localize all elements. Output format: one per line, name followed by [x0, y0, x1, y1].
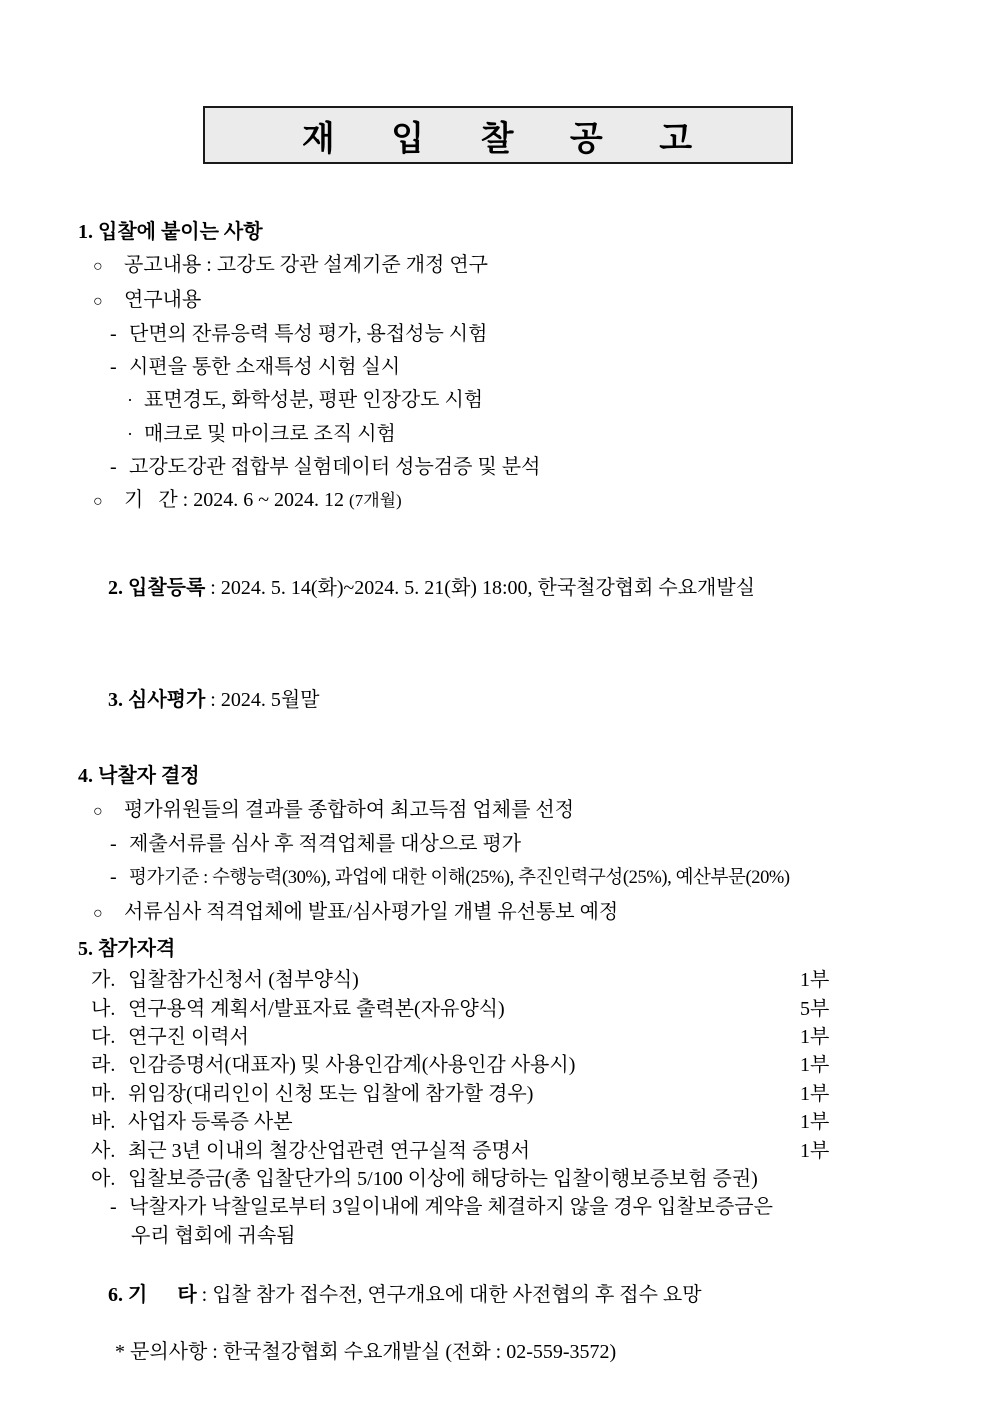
deposit-forfeit-rule: 낙찰자가 낙찰일로부터 3일이내에 계약을 체결하지 않을 경우 입찰보증금은	[129, 1196, 773, 1219]
section-2-line	[78, 539, 914, 639]
list-item	[78, 896, 914, 930]
list-item	[78, 861, 914, 895]
evaluation-date: : 2024. 5월말	[205, 688, 320, 711]
row-label: 아.	[91, 1168, 116, 1191]
list-item	[78, 318, 914, 351]
dash-bullet-icon: -	[110, 456, 117, 479]
copy-count: 5부	[800, 997, 830, 1020]
circle-bullet-icon: ○	[93, 258, 103, 276]
document-row	[78, 966, 914, 994]
list-item	[78, 384, 914, 417]
qualification-section	[78, 933, 914, 1250]
dot-bullet-icon: ·	[127, 423, 133, 444]
section-2-heading: 2. 입찰등록	[108, 576, 206, 599]
circle-bullet-icon: ○	[93, 292, 103, 310]
research-detail: 고강도강관 접합부 실험데이터 성능검증 및 분석	[129, 456, 541, 479]
row-label: 사.	[91, 1139, 116, 1162]
selection-rule: 평가위원들의 결과를 종합하여 최고득점 업체를 선정	[124, 798, 575, 821]
row-label: 나.	[91, 997, 116, 1020]
evaluation-criteria: 평가기준 : 수행능력(30%), 과업에 대한 이해(25%), 추진인력구성(25%), 예산부문(20%)	[129, 868, 790, 889]
row-label: 마.	[91, 1082, 116, 1105]
copy-count: 1부	[800, 1111, 830, 1134]
required-document: 연구용역 계획서/발표자료 출력본(자유양식)	[128, 997, 505, 1020]
dash-bullet-icon: -	[110, 866, 117, 889]
document-row	[78, 1108, 914, 1136]
list-item	[78, 451, 914, 484]
required-document: 입찰보증금(총 입찰단가의 5/100 이상에 해당하는 입찰이행보증보험 증권)	[128, 1168, 758, 1191]
section-3-heading: 3. 심사평가	[108, 688, 206, 711]
notification-rule: 서류심사 적격업체에 발표/심사평가일 개별 유선통보 예정	[124, 900, 619, 923]
misc-instruction: : 입찰 참가 접수전, 연구개요에 대한 사전협의 후 접수 요망	[196, 1283, 702, 1306]
row-label: 가.	[91, 969, 116, 992]
circle-bullet-icon: ○	[93, 493, 103, 511]
dash-bullet-icon: -	[110, 322, 117, 345]
document-row	[78, 995, 914, 1023]
research-content-label: 연구내용	[124, 288, 202, 311]
required-document: 연구진 이력서	[128, 1026, 249, 1049]
document-row	[78, 1137, 914, 1165]
required-document: 최근 3년 이내의 철강산업관련 연구실적 증명서	[128, 1139, 531, 1162]
announcement-content: 공고내용 : 고강도 강관 설계기준 개정 연구	[124, 254, 488, 277]
document-row	[78, 1051, 914, 1079]
copy-count: 1부	[800, 969, 830, 992]
document-row	[78, 1080, 914, 1108]
list-item	[78, 249, 914, 283]
circle-bullet-icon: ○	[93, 802, 103, 820]
contact-note: * 문의사항 : 한국철강협회 수요개발실 (전화 : 02-559-3572)	[115, 1341, 617, 1364]
dash-bullet-icon: -	[110, 356, 117, 379]
project-period: 기 간 : 2024. 6 ~ 2024. 12	[124, 489, 350, 512]
list-item	[78, 794, 914, 828]
document-body	[78, 216, 914, 1367]
required-document: 사업자 등록증 사본	[128, 1111, 293, 1134]
dash-bullet-icon: -	[110, 833, 117, 856]
research-detail: 시편을 통한 소재특성 시험 실시	[129, 356, 401, 379]
project-period-months: (7개월)	[349, 491, 402, 511]
spacer	[78, 639, 914, 651]
list-item	[78, 828, 914, 861]
deposit-forfeit-rule-continued: 우리 협회에 귀속됨	[131, 1224, 296, 1247]
document-row	[78, 1165, 914, 1193]
spacer	[78, 519, 914, 539]
copy-count: 1부	[800, 1082, 830, 1105]
row-label: 다.	[91, 1026, 116, 1049]
list-item	[78, 484, 914, 518]
section-6-heading: 6. 기 타	[108, 1283, 197, 1306]
document-title-box	[203, 106, 793, 164]
section-3-line	[78, 651, 914, 751]
required-document: 위임장(대리인이 신청 또는 입찰에 참가할 경우)	[128, 1082, 534, 1105]
research-subdetail: 표면경도, 화학성분, 평판 인장강도 시험	[144, 389, 484, 412]
copy-count: 1부	[800, 1139, 830, 1162]
section-6-line	[78, 1252, 914, 1338]
copy-count: 1부	[800, 1054, 830, 1077]
spacer	[78, 750, 914, 760]
row-label: 라.	[91, 1054, 116, 1077]
dash-bullet-icon: -	[110, 1196, 117, 1219]
section-4-heading: 4. 낙찰자 결정	[78, 765, 200, 788]
list-item	[78, 351, 914, 384]
list-item	[78, 418, 914, 451]
list-item	[78, 1193, 914, 1221]
required-document: 인감증명서(대표자) 및 사용인감계(사용인감 사용시)	[128, 1054, 576, 1077]
document-row	[78, 1023, 914, 1051]
section-5-heading: 5. 참가자격	[78, 937, 176, 960]
row-label: 바.	[91, 1111, 116, 1134]
section-1-heading: 1. 입찰에 붙이는 사항	[78, 221, 263, 243]
copy-count: 1부	[800, 1026, 830, 1049]
research-subdetail: 매크로 및 마이크로 조직 시험	[144, 422, 396, 445]
bid-registration-period: : 2024. 5. 14(화)~2024. 5. 21(화) 18:00, 한국철강협회 수요개발실	[205, 576, 756, 599]
research-detail: 단면의 잔류응력 특성 평가, 용접성능 시험	[129, 322, 488, 345]
selection-detail: 제출서류를 심사 후 적격업체를 대상으로 평가	[129, 833, 522, 856]
circle-bullet-icon: ○	[93, 904, 103, 922]
dot-bullet-icon: ·	[127, 390, 133, 411]
document-title: 재 입 찰 공 고	[301, 120, 695, 158]
required-document: 입찰참가신청서 (첨부양식)	[128, 969, 359, 992]
list-item	[78, 284, 914, 318]
